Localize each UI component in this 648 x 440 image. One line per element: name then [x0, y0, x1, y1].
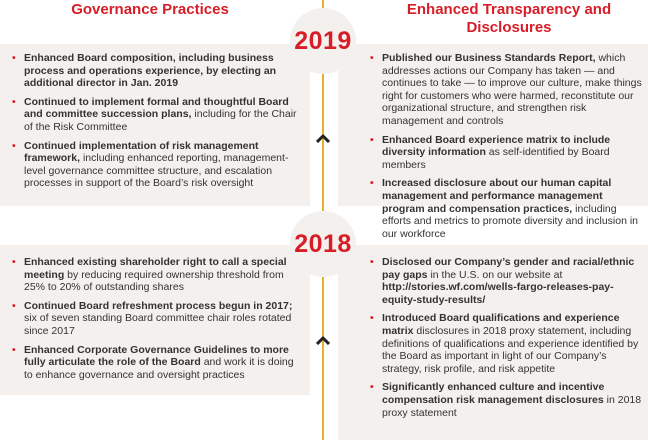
list-2019-disclosures	[368, 52, 648, 246]
bullet-icon: •	[12, 95, 16, 108]
list-item: • Enhanced Board composition, including business process and operations experience, by electing an additional director in Jan. 2019	[12, 52, 277, 90]
list-item: • Continued implementation of risk management framework, including enhanced reporting, management-level governance committee structure, and escalation processes in support of the Board’s risk oversight	[12, 139, 289, 190]
list-2018-governance	[10, 256, 304, 387]
list-item: • Enhanced Board experience matrix to include diversity information as self-identified by Board members	[370, 133, 611, 171]
bullet-icon: •	[12, 343, 16, 356]
bullet-icon: •	[12, 299, 16, 312]
bullet-icon: •	[370, 381, 374, 394]
list-item: • Disclosed our Company’s gender and racial/ethnic pay gaps in the U.S. on our website at http://stories.wf.com/wells-fargo-releases-pay-equity-study-results/	[370, 256, 635, 306]
list-item: • Introduced Board qualifications and experience matrix disclosures in 2018 proxy statement, including definitions of qualifications and experience identified by the Board as important in light of our Company’s strategy, risk profile, and risk appetite	[370, 312, 639, 375]
bullet-icon: •	[370, 256, 374, 268]
pay-equity-link[interactable]: http://stories.wf.com/wells-fargo-releases-pay-equity-study-results/	[382, 281, 614, 306]
list-2018-disclosures	[368, 256, 648, 425]
list-item: • Significantly enhanced culture and incentive compensation risk management disclosures in 2018 proxy statement	[370, 381, 642, 419]
list-item: • Enhanced Corporate Governance Guidelines to more fully articulate the role of the Board and work it is doing to enhance governance and oversight practices	[12, 343, 294, 381]
list-item: • Published our Business Standards Report, which addresses actions our Company has taken — and continues to take — to improve our culture, make things right for customers who were harmed, reconstitute our organizational structure, and strengthen risk management and controls	[370, 52, 642, 127]
year-badge-2019: 2019	[290, 8, 356, 74]
list-2019-governance	[10, 52, 304, 196]
bullet-icon: •	[370, 177, 374, 190]
transparency-disclosures-heading: Enhanced Transparency and Disclosures	[406, 1, 612, 36]
bullet-icon: •	[370, 312, 374, 325]
bullet-icon: •	[12, 139, 16, 152]
bullet-icon: •	[12, 52, 16, 64]
chevron-up-icon	[316, 336, 330, 345]
year-badge-2018: 2018	[290, 211, 356, 277]
bullet-icon: •	[12, 256, 16, 268]
list-item: • Continued Board refreshment process begun in 2017; six of seven standing Board committee chair roles rotated since 2017	[12, 299, 293, 337]
list-item: • Increased disclosure about our human capital management and performance management program and compensation practices, including efforts and metrics to promote diversity and inclusion in our workforce	[370, 177, 639, 240]
bullet-icon: •	[370, 133, 374, 146]
bullet-icon: •	[370, 52, 374, 64]
governance-practices-heading: Governance Practices	[71, 1, 229, 18]
chevron-up-icon	[316, 134, 330, 143]
list-item: • Enhanced existing shareholder right to call a special meeting by reducing required ownership threshold from 25% to 20% of outstanding shares	[12, 256, 287, 294]
list-item: • Continued to implement formal and thoughtful Board and committee succession plans, including for the Chair of the Risk Committee	[12, 95, 297, 133]
